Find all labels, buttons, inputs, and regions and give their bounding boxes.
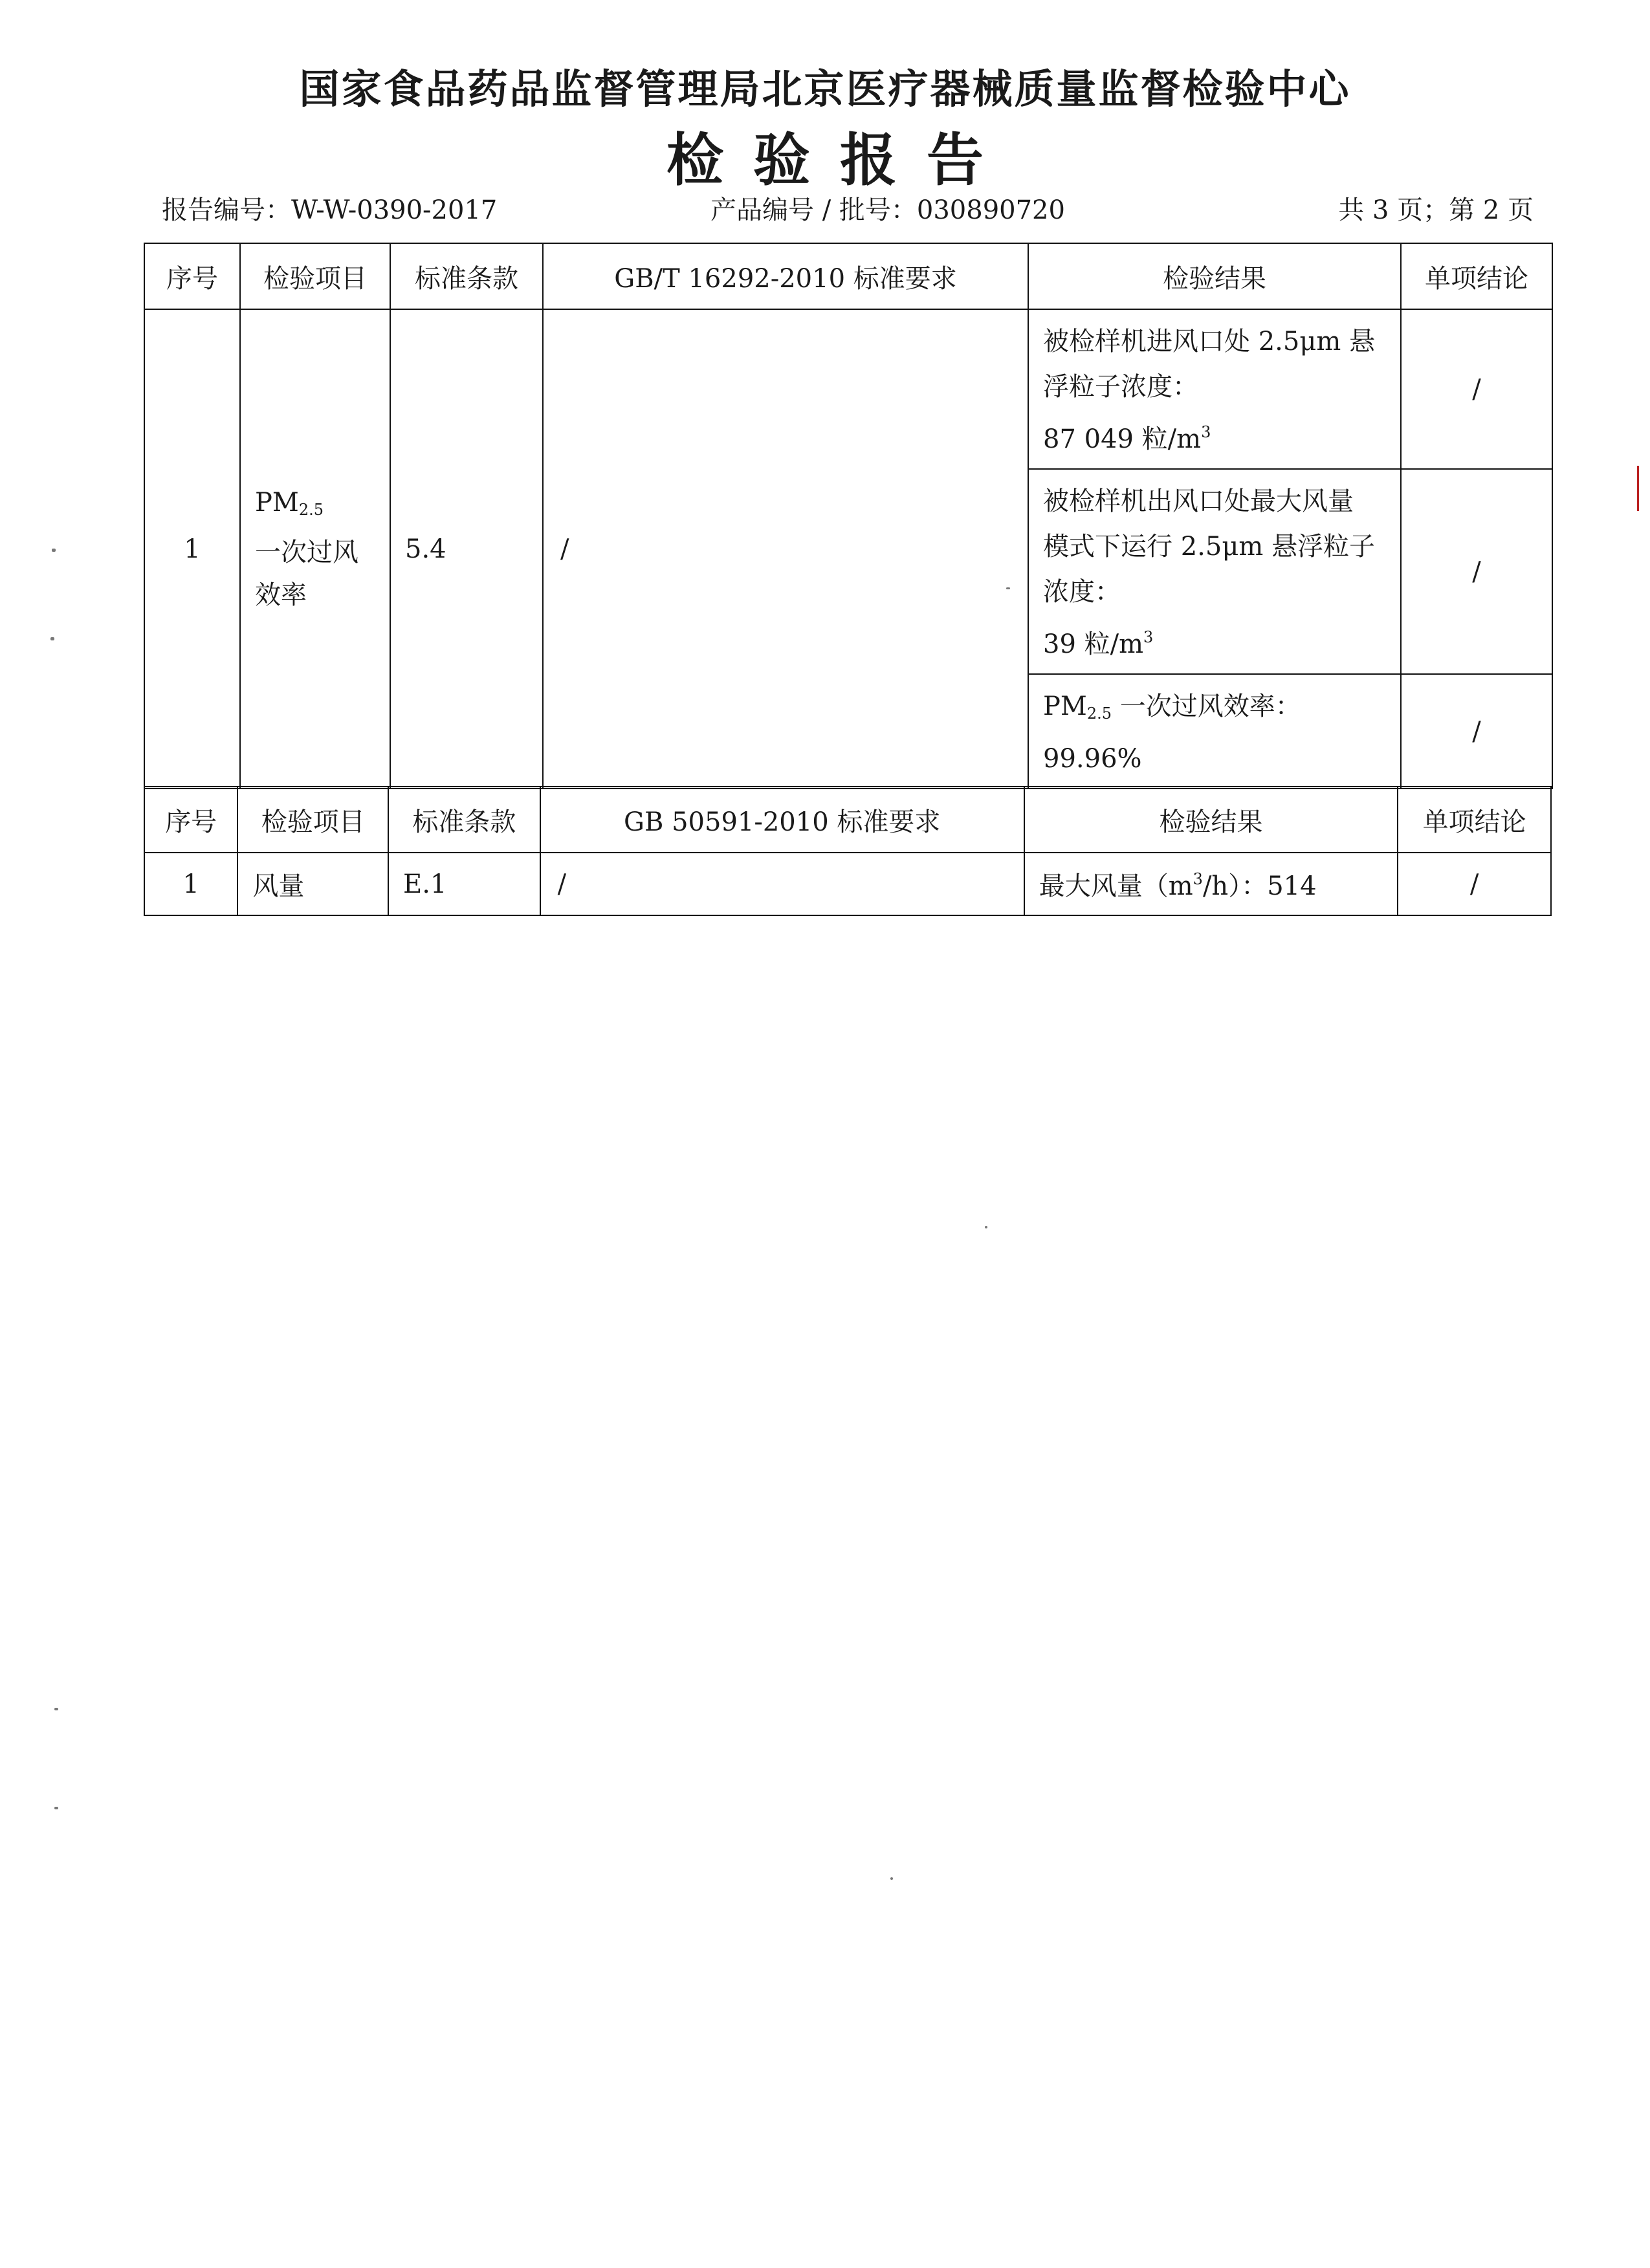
table-row bbox=[144, 853, 1551, 915]
inspection-table-gb50591 bbox=[144, 786, 1552, 916]
scan-edge-mark bbox=[1637, 466, 1639, 511]
header-conclusion: 单项结论 bbox=[1398, 787, 1551, 853]
header-no: 序号 bbox=[144, 787, 237, 853]
result-text: 一次过风效率： bbox=[1112, 692, 1301, 721]
result-text: 浮粒子浓度： bbox=[1043, 372, 1198, 402]
header-item: 检验项目 bbox=[240, 243, 390, 309]
conclusion: / bbox=[1401, 309, 1552, 469]
unit-superscript: 3 bbox=[1193, 870, 1203, 888]
standard-clause: 5.4 bbox=[390, 309, 543, 789]
header-requirement: GB 50591-2010 标准要求 bbox=[540, 787, 1024, 853]
result-value: 39 粒/m bbox=[1043, 629, 1144, 659]
unit-superscript: 3 bbox=[1201, 423, 1211, 441]
result-value: 99.96% bbox=[1043, 744, 1142, 774]
standard-clause: E.1 bbox=[388, 853, 540, 915]
unit-superscript: 3 bbox=[1143, 628, 1154, 646]
organization-title: 国家食品药品监督管理局北京医疗器械质量监督检验中心 bbox=[299, 65, 1351, 113]
header-no: 序号 bbox=[144, 243, 240, 309]
inspection-item bbox=[240, 309, 390, 789]
item-subscript: 2.5 bbox=[298, 501, 324, 519]
result-subscript: 2.5 bbox=[1086, 704, 1112, 723]
conclusion: / bbox=[1398, 853, 1551, 915]
header-requirement: GB/T 16292-2010 标准要求 bbox=[543, 243, 1028, 309]
scan-speck bbox=[985, 1226, 987, 1228]
table-row bbox=[144, 309, 1552, 469]
header-clause: 标准条款 bbox=[388, 787, 540, 853]
item-line3: 效率 bbox=[255, 580, 307, 610]
product-batch-number: 产品编号 / 批号：030890720 bbox=[710, 195, 1065, 225]
header-result: 检验结果 bbox=[1024, 787, 1398, 853]
scan-speck bbox=[890, 1877, 893, 1880]
report-title: 检验报告 bbox=[666, 127, 1013, 193]
header-result: 检验结果 bbox=[1028, 243, 1401, 309]
conclusion: / bbox=[1401, 469, 1552, 674]
result-inlet-concentration bbox=[1028, 309, 1401, 469]
inspection-item: 风量 bbox=[237, 853, 388, 915]
result-outlet-concentration bbox=[1028, 469, 1401, 674]
result-text: 被检样机进风口处 2.5μm 悬 bbox=[1043, 327, 1375, 356]
result-airflow bbox=[1024, 853, 1398, 915]
header-conclusion: 单项结论 bbox=[1401, 243, 1552, 309]
scan-speck bbox=[54, 1708, 58, 1710]
result-text: 被检样机出风口处最大风量 bbox=[1043, 486, 1354, 516]
standard-requirement: / bbox=[543, 309, 1028, 789]
standard-requirement: / bbox=[540, 853, 1024, 915]
result-text: 模式下运行 2.5μm 悬浮粒子 bbox=[1043, 532, 1375, 562]
scan-speck bbox=[54, 1807, 58, 1809]
scan-speck bbox=[52, 549, 56, 552]
conclusion: / bbox=[1401, 674, 1552, 789]
result-text: 最大风量（m bbox=[1039, 871, 1193, 901]
item-name: PM bbox=[255, 488, 299, 518]
row-number: 1 bbox=[144, 853, 237, 915]
header-item: 检验项目 bbox=[237, 787, 388, 853]
header-clause: 标准条款 bbox=[390, 243, 543, 309]
inspection-table-gbt16292 bbox=[144, 243, 1553, 789]
report-number: 报告编号：W-W-0390-2017 bbox=[162, 195, 498, 225]
result-value: 87 049 粒/m bbox=[1043, 424, 1202, 454]
result-text: 浓度： bbox=[1043, 577, 1121, 607]
result-efficiency bbox=[1028, 674, 1401, 789]
table-header-row bbox=[144, 787, 1551, 853]
result-value: /h）：514 bbox=[1202, 871, 1317, 901]
table-header-row bbox=[144, 243, 1552, 309]
scan-speck bbox=[1006, 587, 1010, 589]
scan-speck bbox=[50, 637, 54, 640]
row-number: 1 bbox=[144, 309, 240, 789]
item-line2: 一次过风 bbox=[255, 538, 358, 567]
result-text: PM bbox=[1043, 692, 1087, 721]
page-info: 共 3 页；第 2 页 bbox=[1338, 195, 1534, 225]
